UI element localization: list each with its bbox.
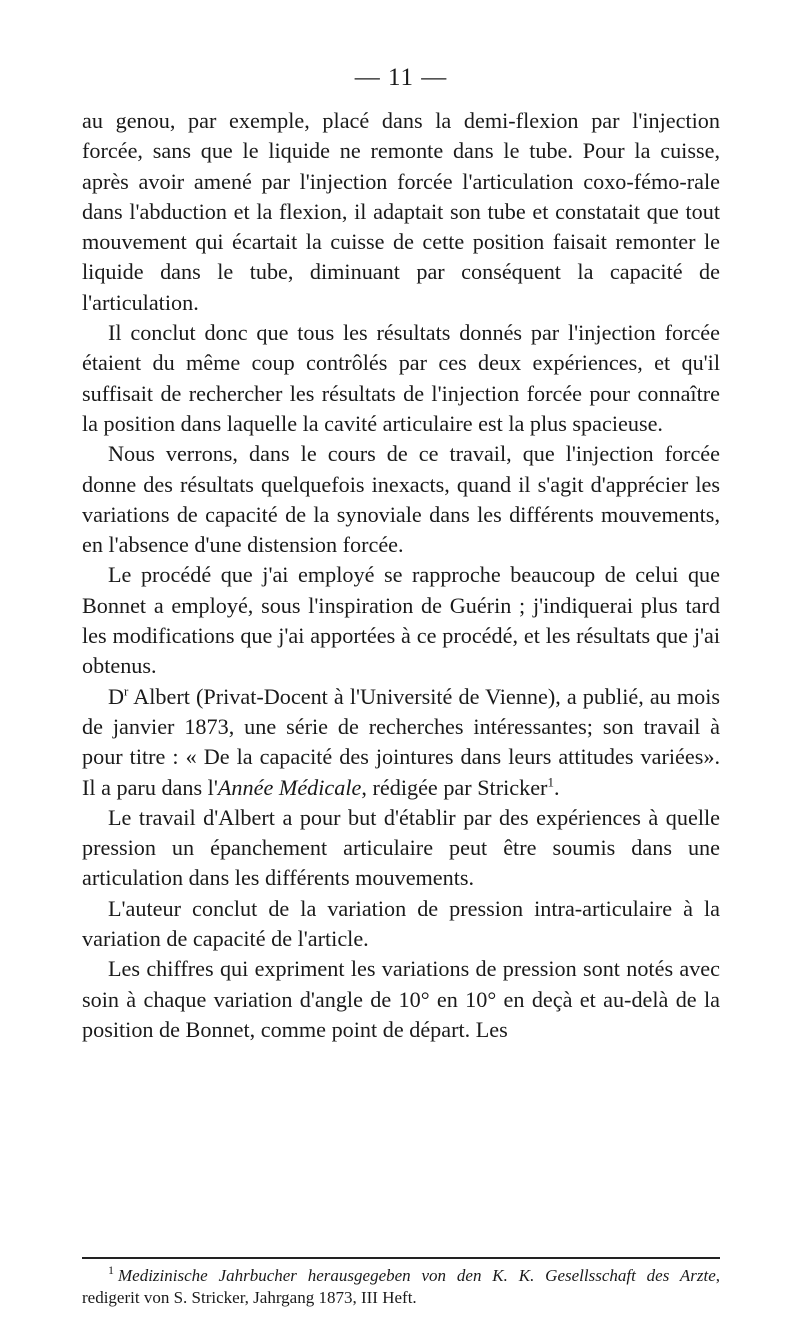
paragraph-5-text-c: . (553, 774, 560, 800)
journal-title: Année Médicale (217, 774, 362, 800)
paragraph-8: Les chiffres qui expriment les variations de pression sont notés avec soin à chaque variation d'angle de 10° en 10° en deçà et au-delà de la position de Bonnet, comme point de départ. Les (82, 956, 720, 1042)
footnote-rest-text: , redigerit von S. Stricker, Jahrgang 1873, III Heft. (82, 1266, 720, 1307)
paragraph-2: Il conclut donc que tous les résultats donnés par l'injection forcée étaient du même coup contrôlés par ces deux expériences, et qu'il suffisait de rechercher les résultats de l'injection forcée pour connaître la position dans laquelle la cavité articulaire est la plus spacieuse. (82, 320, 720, 436)
page-number: — 11 — (354, 64, 448, 91)
paragraph-7: L'auteur conclut de la variation de pression intra-articulaire à la variation de capacité de l'article. (82, 895, 720, 952)
doctor-abbrev: D (108, 683, 125, 709)
page (82, 58, 720, 1045)
doctor-abbrev-sup: r (124, 683, 129, 699)
paragraph-5-text-a: Albert (Privat-Docent à l'Université de Vienne), a publié, au mois de janvier 1873, une série de recherches intéressantes; son travail à pour titre : « De la capacité des jointures dans leurs attitudes variées». Il a paru dans l' (82, 683, 720, 800)
paragraph-1: au genou, par exemple, placé dans la demi-flexion par l'injection forcée, sans que le liquide ne remonte dans le tube. Pour la cuisse, après avoir amené par l'injection forcée l'articulation coxo-fémo-rale dans l'abduction et la flexion, il adaptait son tube et constatait que tout mouvement qui écartait la cuisse de cette position faisait remonter le liquide dans le tube, diminuant par conséquent la capacité de l'articulation. (82, 108, 720, 315)
paragraph-5 (82, 682, 720, 803)
paragraph-6: Le travail d'Albert a pour but d'établir par des expériences à quelle pression un épanchement articulaire peut être soumis dans une articulation dans les différents mouvements. (82, 804, 720, 891)
footnote-marker: 1 (108, 1263, 114, 1278)
paragraph-3: Nous verrons, dans le cours de ce travail, que l'injection forcée donne des résultats quelquefois inexacts, quand il s'agit d'apprécier les variations de capacité de la synoviale dans les différents mouvements, en l'absence d'une distension forcée. (82, 441, 720, 558)
paragraph-4: Le procédé que j'ai employé se rapproche beaucoup de celui que Bonnet a employé, sous l'inspiration de Guérin ; j'indiquerai plus tard les modifications que j'ai apportées à ce procédé, et les résultats que j'ai obtenus. (82, 562, 720, 679)
footnote-rule (82, 1257, 720, 1259)
footnote (82, 1265, 720, 1309)
footnote-reference: 1 (547, 774, 554, 790)
footnote-italic-text: Medizinische Jahrbucher herausgegeben von den K. K. Gesellsschaft des Arzte (118, 1266, 716, 1285)
paragraph-5-text-b: , rédigée par Stricker (361, 774, 548, 800)
body-text (82, 106, 720, 1045)
